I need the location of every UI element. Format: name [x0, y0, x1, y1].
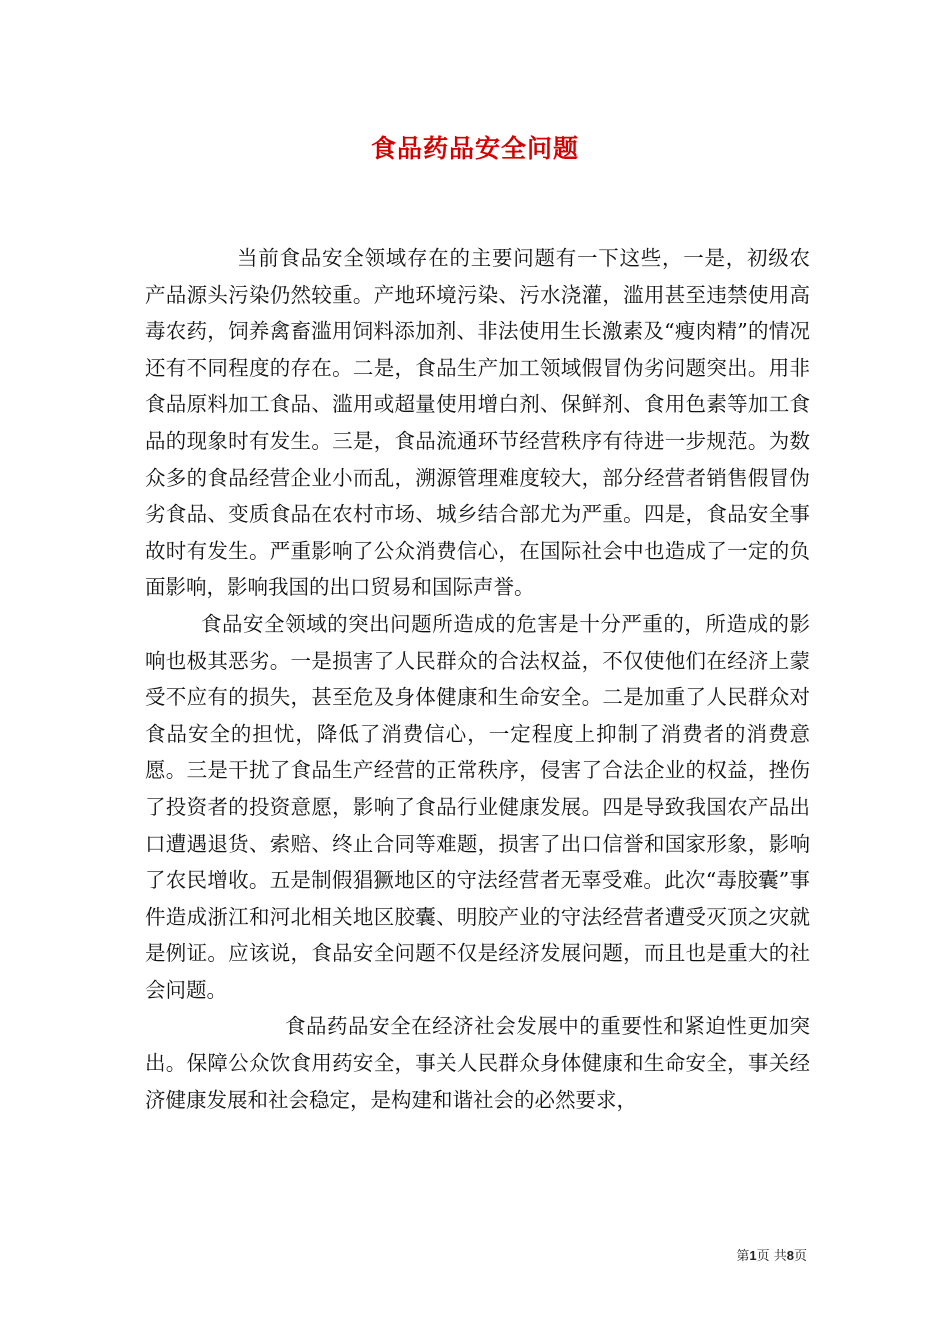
footer-prefix: 第 — [736, 1249, 750, 1264]
footer-middle: 页 共 — [756, 1249, 787, 1264]
paragraph-2: 食品安全领域的突出问题所造成的危害是十分严重的，所造成的影响也极其恶劣。一是损害了人民群众的合法权益，不仅使他们在经济上蒙受不应有的损失，甚至危及身体健康和生命安全。二是加重了人民群众对食品安全的担忧，降低了消费信心，一定程度上抑制了消费者的消费意愿。三是干扰了食品生产经营的正常秩序，侵害了合法企业的权益，挫伤了投资者的投资意愿，影响了食品行业健康发展。四是导致我国农产品出口遭遇退货、索赔、终止合同等难题，损害了出口信誉和国家形象，影响了农民增收。五是制假猖獗地区的守法经营者无辜受难。此次“毒胶囊”事件造成浙江和河北相关地区胶囊、明胶产业的守法经营者遭受灭顶之灾就是例证。应该说，食品安全问题不仅是经济发展问题，而且也是重大的社会问题。 — [145, 611, 810, 1002]
footer-suffix: 页 — [793, 1249, 807, 1264]
total-pages-number: 8 — [786, 1248, 794, 1263]
document-body — [145, 240, 810, 1118]
page-footer — [736, 1247, 807, 1266]
paragraph-1: 当前食品安全领域存在的主要问题有一下这些，一是，初级农产品源头污染仍然较重。产地环境污染、污水浇灌，滥用甚至违禁使用高毒农药，饲养禽畜滥用饲料添加剂、非法使用生长激素及“瘦肉精”的情况还有不同程度的存在。二是，食品生产加工领域假冒伪劣问题突出。用非食品原料加工食品、滥用或超量使用增白剂、保鲜剂、食用色素等加工食品的现象时有发生。三是，食品流通环节经营秩序有待进一步规范。为数众多的食品经营企业小而乱，溯源管理难度较大，部分经营者销售假冒伪劣食品、变质食品在农村市场、城乡结合部尤为严重。四是，食品安全事故时有发生。严重影响了公众消费信心，在国际社会中也造成了一定的负面影响，影响我国的出口贸易和国际声誉。 — [145, 246, 810, 600]
document-title: 食品药品安全问题 — [370, 134, 579, 163]
paragraph-3: 食品药品安全在经济社会发展中的重要性和紧迫性更加突出。保障公众饮食用药安全，事关人民群众身体健康和生命安全，事关经济健康发展和社会稳定，是构建和谐社会的必然要求， — [145, 1014, 810, 1112]
current-page-number: 1 — [749, 1248, 757, 1263]
